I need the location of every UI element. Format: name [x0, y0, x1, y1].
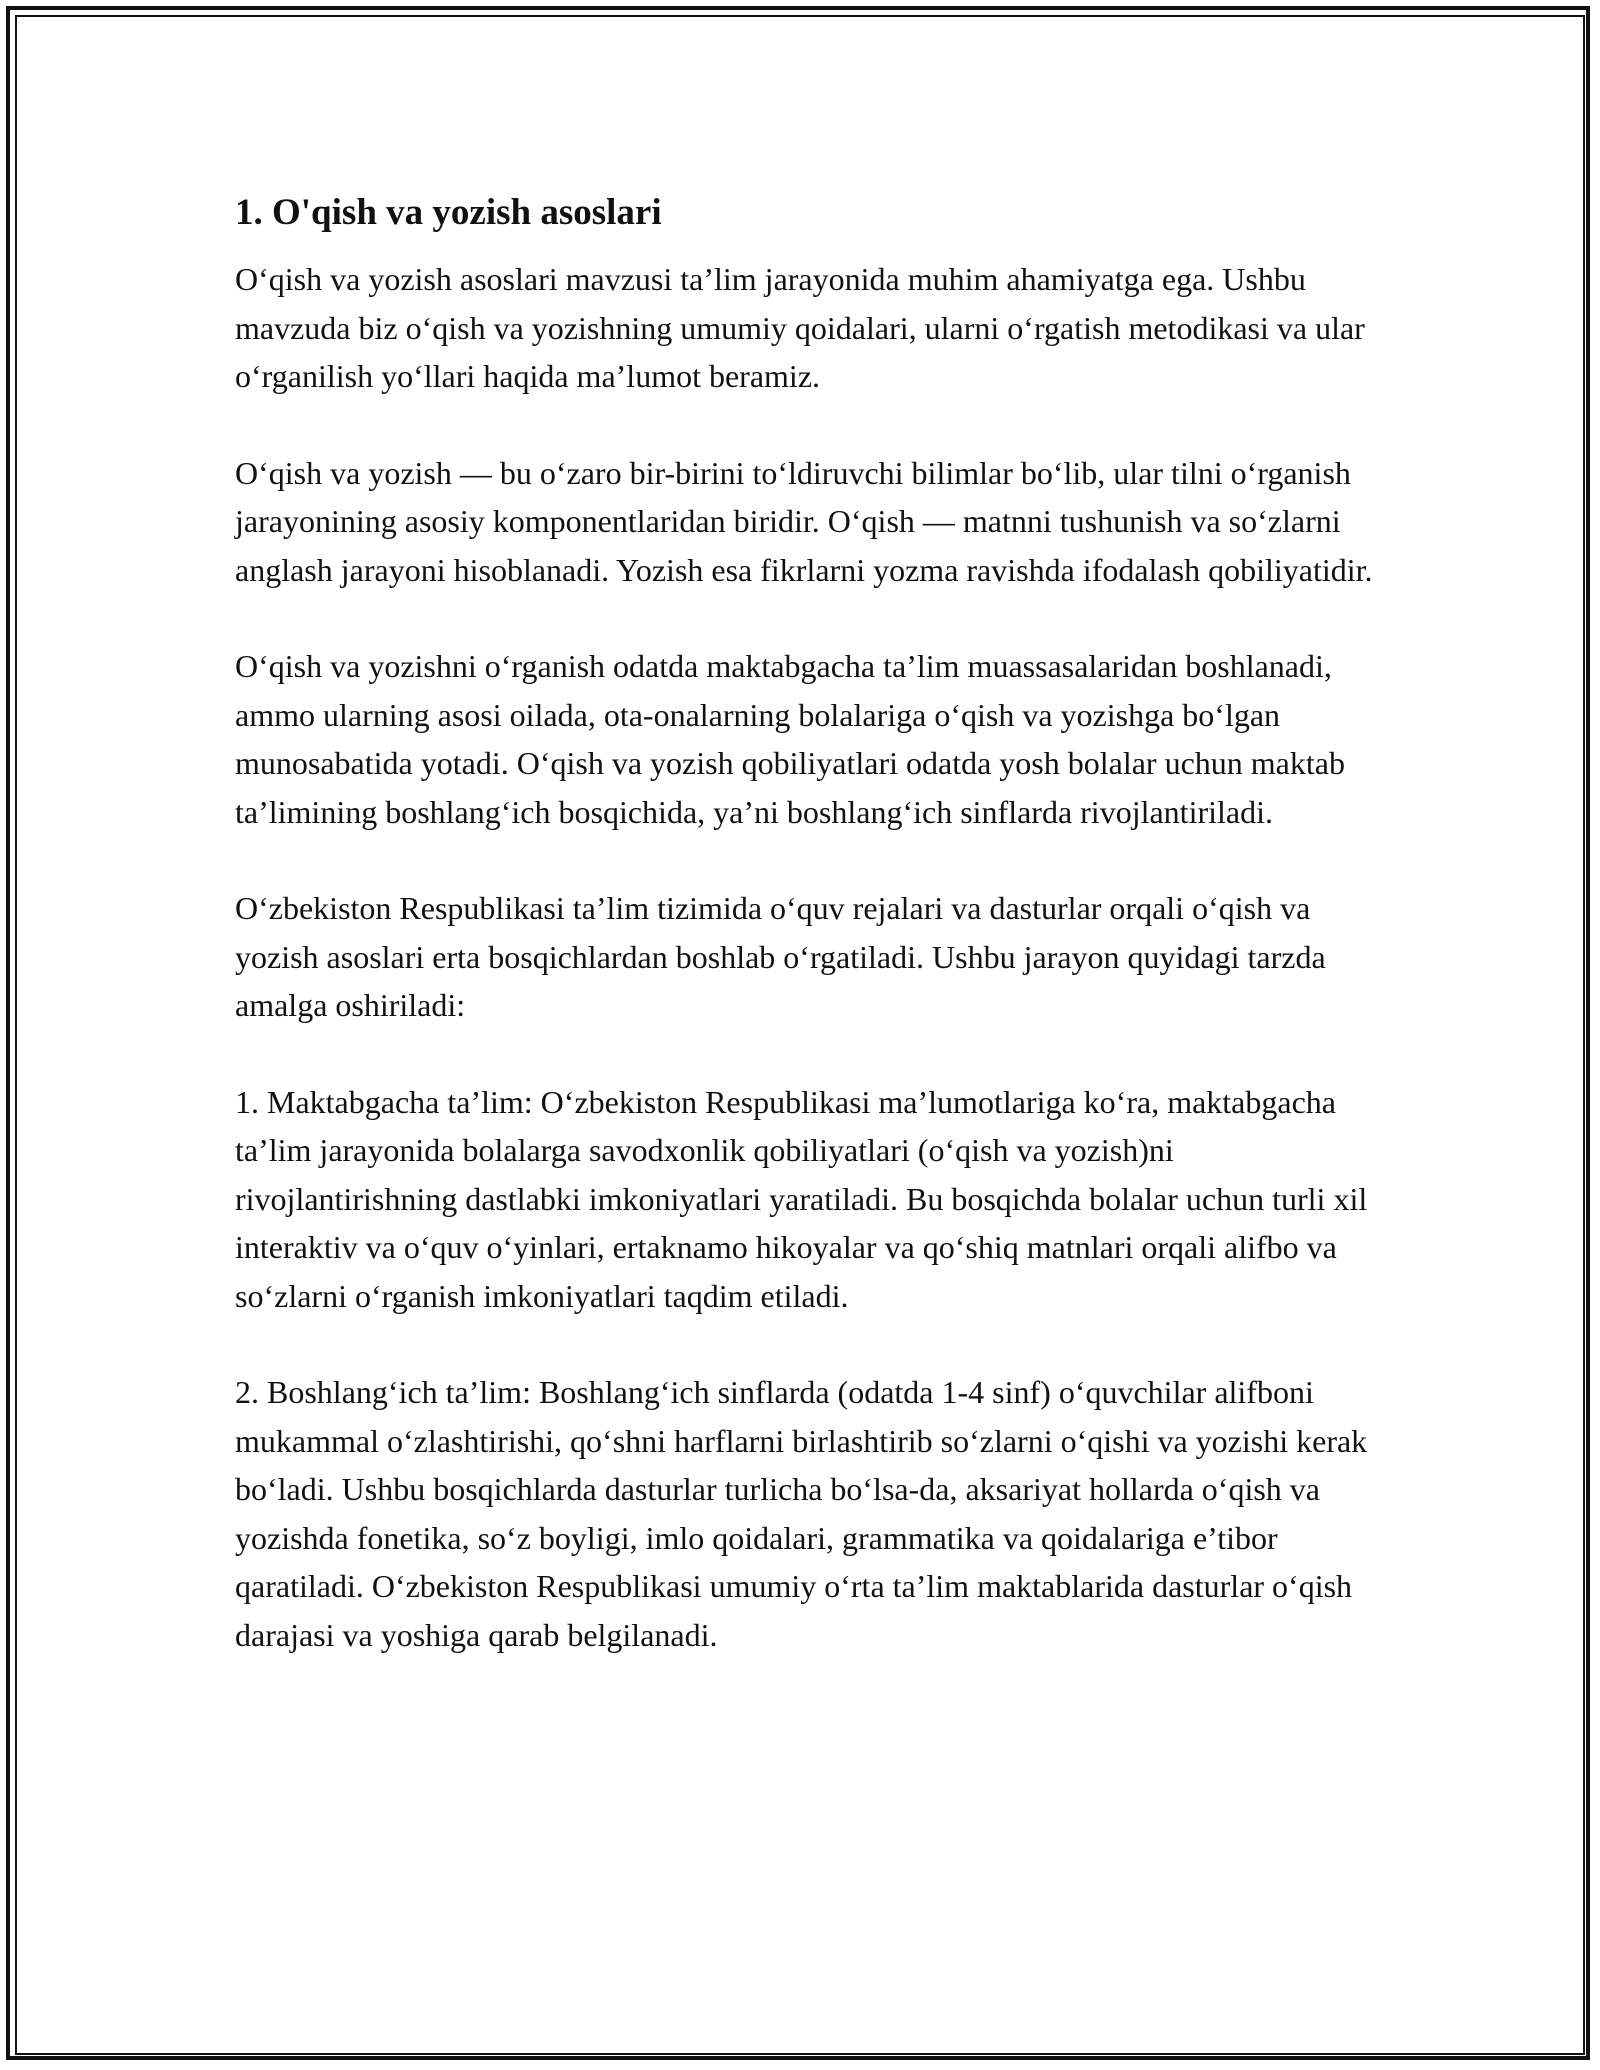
list-item-primary: 2. Boshlang‘ich ta’lim: Boshlang‘ich sinflarda (odatda 1-4 sinf) o‘quvchilar alifboni mukammal o‘zlashtirishi, qo‘shni harflarni birlashtirib so‘zlarni o‘qishi va yozishi kerak bo‘ladi. Ushbu bosqichlarda dasturlar turlicha bo‘lsa-da, aksariyat hollarda o‘qish va yozishda fonetika, so‘z boyligi, imlo qoidalari, grammatika va qoidalariga e’tibor qaratiladi. O‘zbekiston Respublikasi umumiy o‘rta ta’lim maktablarida dasturlar o‘qish darajasi va yoshiga qarab belgilanadi. — [235, 1374, 1368, 1653]
paragraph-learning-start: O‘qish va yozishni o‘rganish odatda maktabgacha ta’lim muassasalaridan boshlanadi, ammo ularning asosi oilada, ota-onalarning bolalariga o‘qish va yozishga bo‘lgan munosabatida yotadi. O‘qish va yozish qobiliyatlari odatda yosh bolalar uchun maktab ta’limining boshlang‘ich bosqichida, ya’ni boshlang‘ich sinflarda rivojlantiriladi. — [235, 648, 1345, 830]
paragraph-intro: O‘qish va yozish asoslari mavzusi ta’lim jarayonida muhim ahamiyatga ega. Ushbu mavzuda biz o‘qish va yozishning umumiy qoidalari, ularni o‘rgatish metodikasi va ular o‘rganilish yo‘llari haqida ma’lumot beramiz. — [235, 261, 1365, 394]
document-body — [235, 185, 1375, 1707]
paragraph-definition: O‘qish va yozish — bu o‘zaro bir-birini to‘ldiruvchi bilimlar bo‘lib, ular tilni o‘rganish jarayonining asosiy komponentlaridan biridir. O‘qish — matnni tushunish va so‘zlarni anglash jarayoni hisoblanadi. Yozish esa fikrlarni yozma ravishda ifodalash qobiliyatidir. — [235, 454, 1373, 588]
paragraph-education-system: O‘zbekiston Respublikasi ta’lim tizimida o‘quv rejalari va dasturlar orqali o‘qish va yozish asoslari erta bosqichlardan boshlab o‘rgatiladi. Ushbu jarayon quyidagi tarzda amalga oshiriladi: — [235, 890, 1326, 1023]
section-heading: 1. O'qish va yozish asoslari — [235, 192, 662, 233]
list-item-preschool: 1. Maktabgacha ta’lim: O‘zbekiston Respublikasi ma’lumotlariga ko‘ra, maktabgacha ta’lim jarayonida bolalarga savodxonlik qobiliyatlari (o‘qish va yozish)ni rivojlantirishning dastlabki imkoniyatlari yaratiladi. Bu bosqichda bolalar uchun turli xil interaktiv va o‘quv o‘yinlari, ertaknamo hikoyalar va qo‘shiq matnlari orqali alifbo va so‘zlarni o‘rganish imkoniyatlari taqdim etiladi. — [235, 1083, 1368, 1314]
